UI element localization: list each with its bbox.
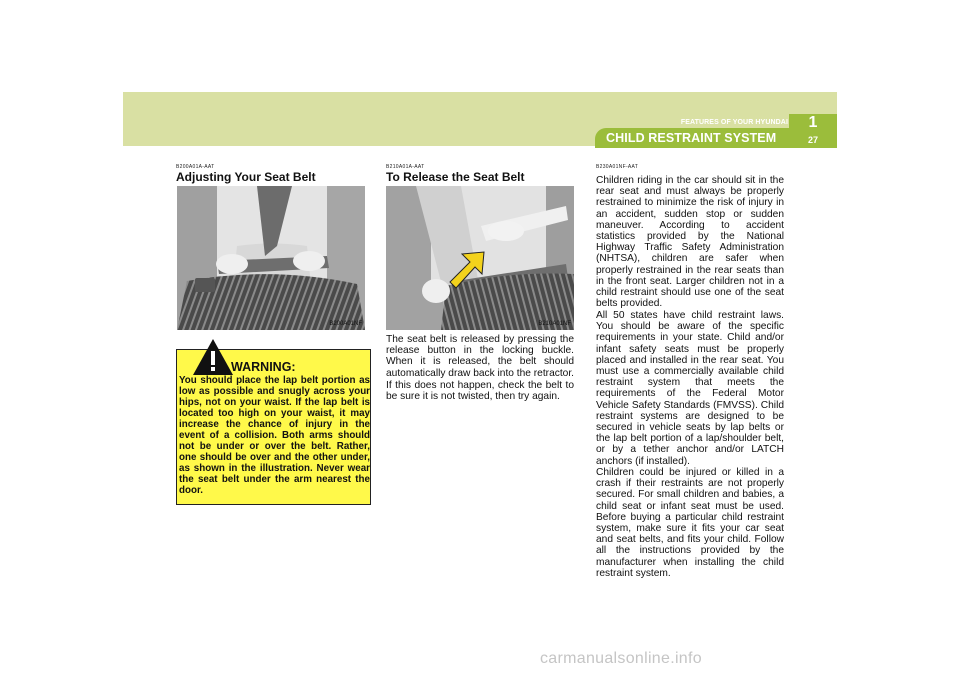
figure-code: B200A01NF xyxy=(329,321,362,327)
section-code: B230A01NF-AAT xyxy=(596,164,639,170)
release-paragraph-2: If this does not happen, check the belt to be sure it is not twisted, then try again. xyxy=(386,380,574,403)
page-number: 27 xyxy=(807,135,818,145)
section-heading: To Release the Seat Belt xyxy=(386,170,525,184)
chapter-title: FEATURES OF YOUR HYUNDAI xyxy=(680,119,788,126)
section-code: B200A01A-AAT xyxy=(176,164,215,170)
seat-belt-release-photo xyxy=(386,186,574,330)
warning-triangle-icon xyxy=(192,338,234,376)
seat-belt-adjust-photo xyxy=(177,186,365,330)
chapter-number: 1 xyxy=(808,114,818,131)
child-restraint-paragraph-3: Children could be injured or killed in a crash if their restraints are not properly secured. For small children and babies, a child seat or infant seat must be used. Before buying a particular child restraint system, make sure it fits your car seat and seat belts, and fits your child. Follow all the instructions provided by the manufacturer when installing the child restraint system. xyxy=(596,467,784,579)
section-title: CHILD RESTRAINT SYSTEM xyxy=(606,131,777,145)
warning-text: You should place the lap belt portion as low as possible and snugly across your hips, not on your waist. If the lap belt is located too high on your waist, it may increase the chance of injury in the event of a collision. Both arms should not be under or over the belt. Rather, one should be over and the other under, as shown in the illustration. Never wear the seat belt under the arm nearest the door. xyxy=(179,375,370,496)
release-paragraph-1: The seat belt is released by pressing the release button in the locking buckle. When it is released, the belt should automatically draw back into the retractor. xyxy=(386,334,574,379)
section-heading: Adjusting Your Seat Belt xyxy=(176,170,316,184)
child-restraint-paragraph-2: All 50 states have child restraint laws. You should be aware of the specific requirements in your state. Child and/or infant safety seats must be properly placed and installed in the rear seat. You must use a commercially available child restraint system that meets the requirements of the Federal Motor Vehicle Safety Standards (FMVSS). Child restraint systems are designed to be secured in vehicle seats by lap belts or the lap belt portion of a lap/shoulder belt, or by a tether anchor and/or LATCH anchors (if installed). xyxy=(596,310,784,467)
warning-title: WARNING: xyxy=(231,360,296,374)
child-restraint-paragraph-1: Children riding in the car should sit in the rear seat and must always be properly restrained to minimize the risk of injury in an accident, sudden stop or sudden maneuver. According to accident statistics provided by the National Highway Traffic Safety Administration (NHTSA), children are safer when properly restrained in the rear seats than in the front seat. Larger children not in a child restraint should use one of the seat belts provided. xyxy=(596,175,784,310)
warning-box xyxy=(176,349,371,505)
watermark: carmanualsonline.info xyxy=(540,650,702,667)
figure-code: B210A01NF xyxy=(538,321,571,327)
arrow-up-right-icon xyxy=(448,250,488,290)
section-code: B210A01A-AAT xyxy=(386,164,425,170)
